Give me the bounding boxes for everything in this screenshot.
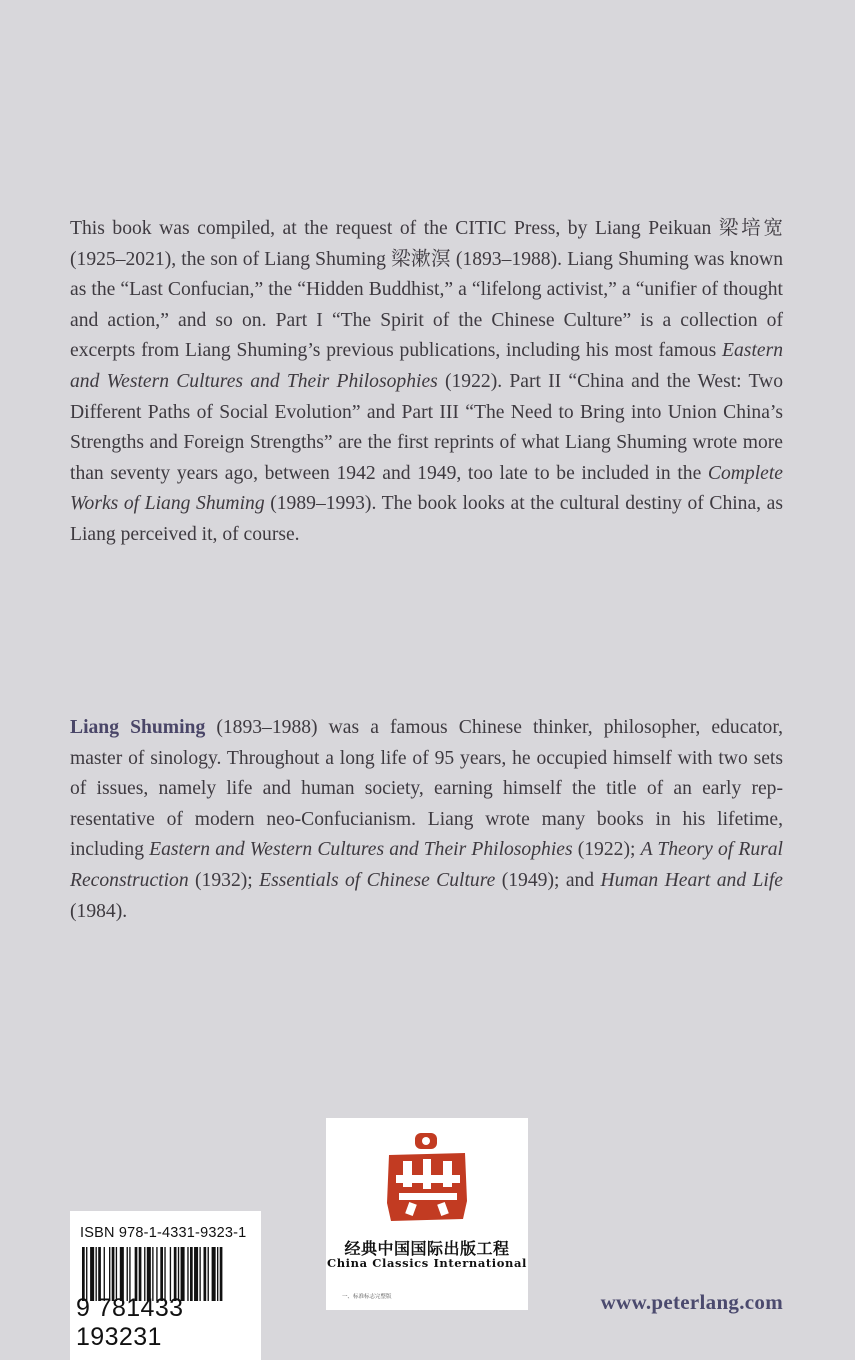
bio-book-title: A Theory of Rural Reconstruction <box>70 839 783 891</box>
author-name: Liang Shuming <box>70 717 206 738</box>
bio-text: (1932); <box>188 869 260 891</box>
bio-book-title: Essentials of Chinese Culture <box>259 869 496 891</box>
book-description <box>70 214 783 551</box>
seal-icon <box>385 1133 469 1223</box>
description-book-title: Complete Works of Liang Shuming <box>70 462 783 515</box>
bio-book-title: Eastern and Western Cultures and Their Philosophies <box>149 839 573 861</box>
description-book-title: Eastern and Western Cultures and Their Philosophies <box>70 340 783 392</box>
description-text: (1989–1993). The book looks at the cultural destiny of China, as Liang perceived it, of course. <box>70 493 783 545</box>
barcode-digits: 9 781433 193231 <box>76 1294 184 1351</box>
bio-text: (1984). <box>70 900 128 922</box>
logo-english-name: China Classics International <box>326 1256 528 1270</box>
isbn-label: ISBN 978-1-4331-9323-1 <box>80 1225 247 1241</box>
logo-note: 一、标准标志完整版 <box>342 1294 392 1300</box>
isbn-barcode <box>70 1211 261 1360</box>
logo-chinese-name: 经典中国国际出版工程 <box>344 1239 510 1258</box>
description-text: (1922). Part II “China and the West: Two Different Paths of Social Evolution” and Part III “The Need to Bring into Union China’s Strengths and Foreign Strengths” are the first reprints of what Liang Shuming wrote more than seventy years ago, between 1942 and 1949, too late to be included in the <box>70 370 783 484</box>
bio-text: (1922); <box>572 839 641 861</box>
publisher-website[interactable]: www.peterlang.com <box>600 1290 783 1314</box>
bio-text: (1893–1988) was a famous Chinese thinker, philosopher, educator, master of sinology. Throughout a long life of 95 years, he occupied himself with two sets of issues, namely life and human society, earning himself the title of an early representative of modern neo-Confucianism. Liang wrote many books in his lifetime, including <box>70 717 783 861</box>
barcode-icon <box>80 1247 252 1301</box>
description-text: This book was compiled, at the request of the CITIC Press, by Liang Peikuan 梁培宽 (1925–2021), the son of Liang Shuming 梁漱溟 (1893–1988). Liang Shuming was known as the “Last Confucian,” the “Hidden Buddhist,” a “lifelong activist,” a “unifier of thought and action,” and so on. Part I “The Spirit of the Chinese Culture” is a collection of excerpts from Liang Shuming’s previous publications, including his most famous <box>70 218 783 362</box>
bio-text: (1949); and <box>495 869 601 891</box>
china-classics-logo <box>326 1118 528 1310</box>
bio-book-title: Human Heart and Life <box>600 869 784 891</box>
author-bio <box>70 713 783 927</box>
